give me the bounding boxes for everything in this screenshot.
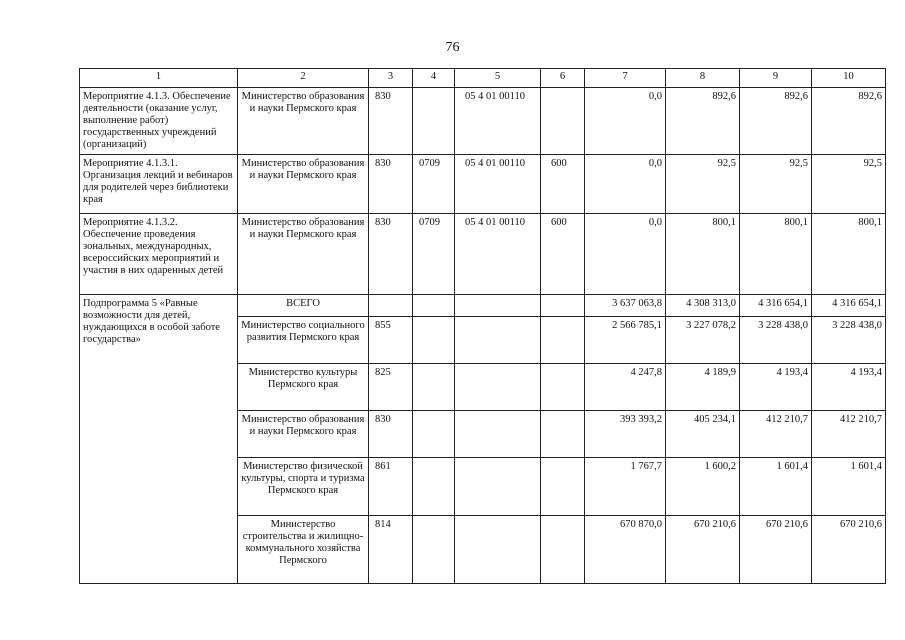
activity-name: Мероприятие 4.1.3.1. Организация лекций и вебинаров для родителей через библиотеки края [80, 155, 238, 214]
value-cell: 412 210,7 [740, 411, 812, 458]
table-row [80, 155, 886, 214]
ministry-cell: Министерство культуры Пермского края [238, 364, 369, 411]
table-row [80, 88, 886, 155]
section-cell [413, 411, 455, 458]
code-cell: 814 [369, 516, 413, 584]
code-cell: 861 [369, 458, 413, 516]
value-cell: 1 601,4 [812, 458, 886, 516]
expense-type-cell [541, 364, 585, 411]
code-cell: 830 [369, 155, 413, 214]
section-cell [413, 458, 455, 516]
value-cell: 892,6 [812, 88, 886, 155]
target-article-cell [455, 317, 541, 364]
section-cell [413, 317, 455, 364]
value-cell: 1 601,4 [740, 458, 812, 516]
activity-name: Мероприятие 4.1.3.2. Обеспечение проведения зональных, международных, всероссийских мероприятий и участия в них одаренных детей [80, 214, 238, 295]
column-header: 10 [812, 69, 886, 88]
table-row [80, 214, 886, 295]
code-cell: 830 [369, 214, 413, 295]
expense-type-cell: 600 [541, 214, 585, 295]
value-cell: 892,6 [740, 88, 812, 155]
table-row [80, 295, 886, 317]
expense-type-cell [541, 458, 585, 516]
page-number: 76 [445, 40, 460, 55]
column-header: 8 [666, 69, 740, 88]
column-header: 1 [80, 69, 238, 88]
column-header: 6 [541, 69, 585, 88]
value-cell: 92,5 [666, 155, 740, 214]
target-article-cell [455, 364, 541, 411]
value-cell: 0,0 [585, 88, 666, 155]
value-cell: 3 228 438,0 [740, 317, 812, 364]
value-cell: 892,6 [666, 88, 740, 155]
value-cell: 3 228 438,0 [812, 317, 886, 364]
value-cell: 92,5 [740, 155, 812, 214]
target-article-cell [455, 458, 541, 516]
value-cell: 92,5 [812, 155, 886, 214]
column-number-row [80, 69, 886, 88]
code-cell: 855 [369, 317, 413, 364]
value-cell: 0,0 [585, 155, 666, 214]
ministry-cell: Министерство образования и науки Пермского края [238, 88, 369, 155]
column-header: 2 [238, 69, 369, 88]
code-cell: 830 [369, 411, 413, 458]
section-cell [413, 295, 455, 317]
target-article-cell [455, 295, 541, 317]
code-cell [369, 295, 413, 317]
target-article-cell [455, 516, 541, 584]
value-cell: 3 227 078,2 [666, 317, 740, 364]
value-cell: 3 637 063,8 [585, 295, 666, 317]
value-cell: 4 247,8 [585, 364, 666, 411]
section-cell: 0709 [413, 155, 455, 214]
subprogram-name: Подпрограмма 5 «Равные возможности для детей, нуждающихся в особой заботе государства» [80, 295, 238, 584]
value-cell: 800,1 [666, 214, 740, 295]
ministry-cell: Министерство социального развития Пермского края [238, 317, 369, 364]
column-header: 7 [585, 69, 666, 88]
ministry-cell: Министерство строительства и жилищно-коммунального хозяйства Пермского [238, 516, 369, 584]
target-article-cell: 05 4 01 00110 [455, 88, 541, 155]
value-cell: 412 210,7 [812, 411, 886, 458]
column-header: 4 [413, 69, 455, 88]
value-cell: 4 308 313,0 [666, 295, 740, 317]
ministry-cell: Министерство физической культуры, спорта и туризма Пермского края [238, 458, 369, 516]
ministry-cell: ВСЕГО [238, 295, 369, 317]
value-cell: 4 193,4 [740, 364, 812, 411]
value-cell: 800,1 [740, 214, 812, 295]
target-article-cell [455, 411, 541, 458]
value-cell: 393 393,2 [585, 411, 666, 458]
value-cell: 4 316 654,1 [740, 295, 812, 317]
activity-name: Мероприятие 4.1.3. Обеспечение деятельности (оказание услуг, выполнение работ) государственных учреждений (организаций) [80, 88, 238, 155]
section-cell: 0709 [413, 214, 455, 295]
section-cell [413, 88, 455, 155]
target-article-cell: 05 4 01 00110 [455, 155, 541, 214]
budget-table [79, 68, 886, 584]
expense-type-cell [541, 317, 585, 364]
section-cell [413, 516, 455, 584]
value-cell: 4 316 654,1 [812, 295, 886, 317]
column-header: 5 [455, 69, 541, 88]
column-header: 3 [369, 69, 413, 88]
expense-type-cell [541, 411, 585, 458]
value-cell: 0,0 [585, 214, 666, 295]
expense-type-cell [541, 516, 585, 584]
value-cell: 4 193,4 [812, 364, 886, 411]
value-cell: 670 210,6 [666, 516, 740, 584]
code-cell: 830 [369, 88, 413, 155]
column-header: 9 [740, 69, 812, 88]
value-cell: 1 600,2 [666, 458, 740, 516]
expense-type-cell [541, 88, 585, 155]
expense-type-cell: 600 [541, 155, 585, 214]
value-cell: 2 566 785,1 [585, 317, 666, 364]
value-cell: 800,1 [812, 214, 886, 295]
code-cell: 825 [369, 364, 413, 411]
value-cell: 405 234,1 [666, 411, 740, 458]
target-article-cell: 05 4 01 00110 [455, 214, 541, 295]
value-cell: 1 767,7 [585, 458, 666, 516]
section-cell [413, 364, 455, 411]
value-cell: 670 870,0 [585, 516, 666, 584]
expense-type-cell [541, 295, 585, 317]
value-cell: 670 210,6 [812, 516, 886, 584]
ministry-cell: Министерство образования и науки Пермского края [238, 155, 369, 214]
value-cell: 670 210,6 [740, 516, 812, 584]
ministry-cell: Министерство образования и науки Пермского края [238, 214, 369, 295]
value-cell: 4 189,9 [666, 364, 740, 411]
ministry-cell: Министерство образования и науки Пермского края [238, 411, 369, 458]
